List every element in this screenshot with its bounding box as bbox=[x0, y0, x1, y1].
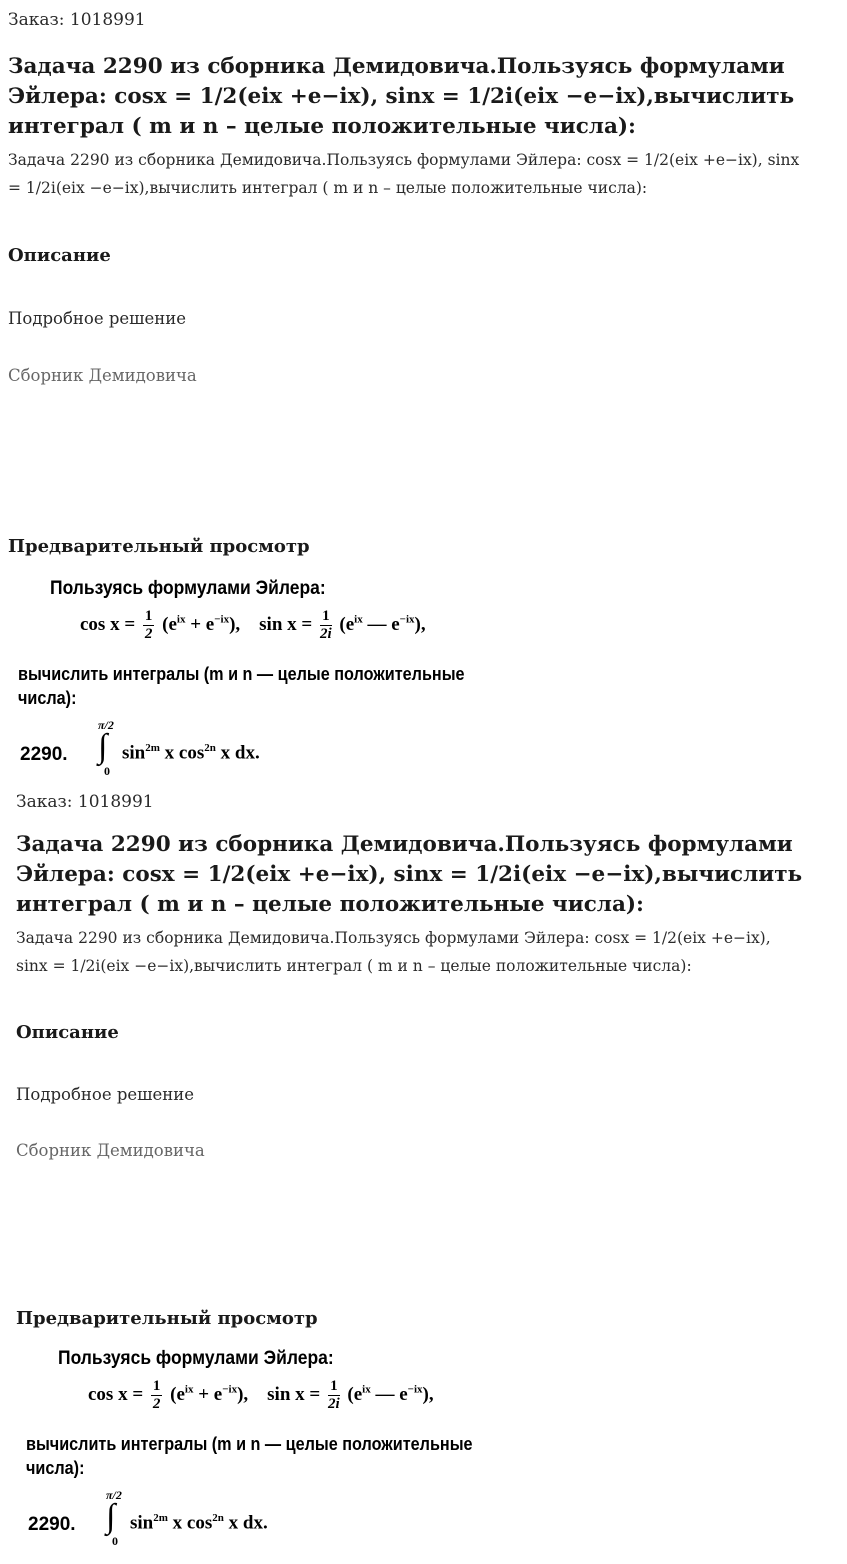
order-block-2 bbox=[16, 790, 846, 980]
description-heading: Описание bbox=[16, 1022, 119, 1043]
sin-rhs-c: ), bbox=[414, 613, 426, 635]
integrand bbox=[122, 742, 260, 764]
integrand-sin: sin bbox=[130, 1512, 154, 1534]
fraction-numerator: 1 bbox=[320, 608, 332, 626]
collection-link[interactable]: Сборник Демидовича bbox=[16, 1141, 205, 1160]
preview-heading: Предварительный просмотр bbox=[8, 536, 310, 557]
integrand-cos: x cos bbox=[167, 1512, 213, 1534]
sin-rhs-a: (e bbox=[347, 1383, 363, 1405]
preview-image bbox=[8, 578, 608, 793]
integral-sign: ∫ bbox=[98, 728, 108, 765]
preview-line-compute: вычислить интегралы (m и n — целые положительные bbox=[26, 1434, 473, 1454]
fraction-half-i bbox=[320, 608, 332, 643]
preview-line-euler: Пользуясь формулами Эйлера: bbox=[50, 578, 326, 599]
cos-sup-a: ix bbox=[176, 613, 186, 626]
preview-line-numbers: числа): bbox=[26, 1458, 85, 1478]
preview-euler-formulas bbox=[88, 1378, 434, 1413]
cos-lhs: cos x = bbox=[80, 613, 136, 635]
cos-sup-b: −ix bbox=[222, 1383, 238, 1396]
cos-rhs-b: + e bbox=[193, 1383, 223, 1405]
preview-euler-formulas bbox=[80, 608, 426, 643]
preview-line-numbers: числа): bbox=[18, 688, 77, 708]
preview-line-euler: Пользуясь формулами Эйлера: bbox=[58, 1348, 334, 1369]
sin-rhs-a: (e bbox=[339, 613, 355, 635]
fraction-half bbox=[151, 1378, 163, 1413]
collection-link[interactable]: Сборник Демидовича bbox=[8, 366, 197, 385]
detailed-solution-text: Подробное решение bbox=[16, 1085, 195, 1104]
integrand-dx: x dx. bbox=[223, 1512, 268, 1534]
integral-upper-limit: π/2 bbox=[106, 1488, 122, 1502]
problem-number: 2290. bbox=[28, 1514, 76, 1535]
integrand-sup-b: 2n bbox=[212, 1512, 224, 1524]
integrand-sup-a: 2m bbox=[145, 742, 160, 754]
cos-rhs-a: (e bbox=[162, 613, 177, 635]
integrand-cos: x cos bbox=[159, 742, 205, 764]
fraction-numerator: 1 bbox=[144, 608, 153, 624]
sin-sup-a: ix bbox=[362, 1383, 371, 1396]
preview-problem bbox=[20, 718, 320, 788]
fraction-numerator: 1 bbox=[152, 1378, 161, 1394]
sin-rhs-b: — e bbox=[362, 613, 400, 635]
detailed-solution-text: Подробное решение bbox=[8, 309, 187, 328]
preview-heading: Предварительный просмотр bbox=[16, 1308, 318, 1329]
cos-rhs-c: ), bbox=[237, 1383, 249, 1405]
preview-problem bbox=[28, 1488, 328, 1558]
sin-sup-b: −ix bbox=[407, 1383, 423, 1396]
integral-lower-limit: 0 bbox=[112, 1534, 118, 1548]
sin-sup-b: −ix bbox=[399, 613, 415, 626]
cos-rhs-a: (e bbox=[170, 1383, 185, 1405]
integral-sign: ∫ bbox=[106, 1498, 116, 1535]
integral-upper-limit: π/2 bbox=[98, 718, 114, 732]
cos-lhs: cos x = bbox=[88, 1383, 144, 1405]
sin-rhs-b: — e bbox=[370, 1383, 408, 1405]
integrand bbox=[130, 1512, 268, 1534]
integrand-dx: x dx. bbox=[215, 742, 260, 764]
sin-rhs-c: ), bbox=[422, 1383, 434, 1405]
fraction-numerator: 1 bbox=[328, 1378, 340, 1396]
sin-lhs: sin x = bbox=[259, 613, 313, 635]
cos-rhs-c: ), bbox=[229, 613, 241, 635]
preview-image bbox=[16, 1348, 616, 1563]
fraction-half-i bbox=[328, 1378, 340, 1413]
cos-rhs-b: + e bbox=[185, 613, 215, 635]
integrand-sup-a: 2m bbox=[153, 1512, 168, 1524]
fraction-denominator: 2i bbox=[319, 626, 332, 642]
fraction-denominator: 2i bbox=[327, 1396, 340, 1412]
order-block-1 bbox=[8, 8, 838, 202]
cos-sup-a: ix bbox=[184, 1383, 194, 1396]
fraction-denominator: 2 bbox=[152, 1396, 161, 1412]
order-number: Заказ: 1018991 bbox=[16, 792, 154, 812]
sin-lhs: sin x = bbox=[267, 1383, 321, 1405]
fraction-denominator: 2 bbox=[144, 626, 153, 642]
cos-sup-b: −ix bbox=[214, 613, 230, 626]
sin-sup-a: ix bbox=[354, 613, 363, 626]
fraction-half bbox=[143, 608, 155, 643]
problem-number: 2290. bbox=[20, 744, 68, 765]
task-title: Задача 2290 из сборника Демидовича.Пользуясь формулами Эйлера: cosx = 1/2(eix +e−ix), sinx = 1/2i(eix −e−ix),вычислить интеграл ( m и n – целые положительные числа): bbox=[8, 54, 795, 139]
description-heading: Описание bbox=[8, 245, 111, 266]
task-title: Задача 2290 из сборника Демидовича.Пользуясь формулами Эйлера: cosx = 1/2(eix +e−ix), sinx = 1/2i(eix −e−ix),вычислить интеграл ( m и n – целые положительные числа): bbox=[16, 832, 803, 917]
integral-lower-limit: 0 bbox=[104, 764, 110, 778]
order-number: Заказ: 1018991 bbox=[8, 10, 146, 30]
integrand-sin: sin bbox=[122, 742, 146, 764]
integrand-sup-b: 2n bbox=[204, 742, 216, 754]
task-description: Задача 2290 из сборника Демидовича.Пользуясь формулами Эйлера: cosx = 1/2(eix +e−ix), sinx = 1/2i(eix −e−ix),вычислить интеграл ( m и n – целые положительные числа): bbox=[16, 929, 771, 975]
preview-line-compute: вычислить интегралы (m и n — целые положительные bbox=[18, 664, 465, 684]
task-description: Задача 2290 из сборника Демидовича.Пользуясь формулами Эйлера: cosx = 1/2(eix +e−ix), sinx = 1/2i(eix −e−ix),вычислить интеграл ( m и n – целые положительные числа): bbox=[8, 151, 800, 197]
